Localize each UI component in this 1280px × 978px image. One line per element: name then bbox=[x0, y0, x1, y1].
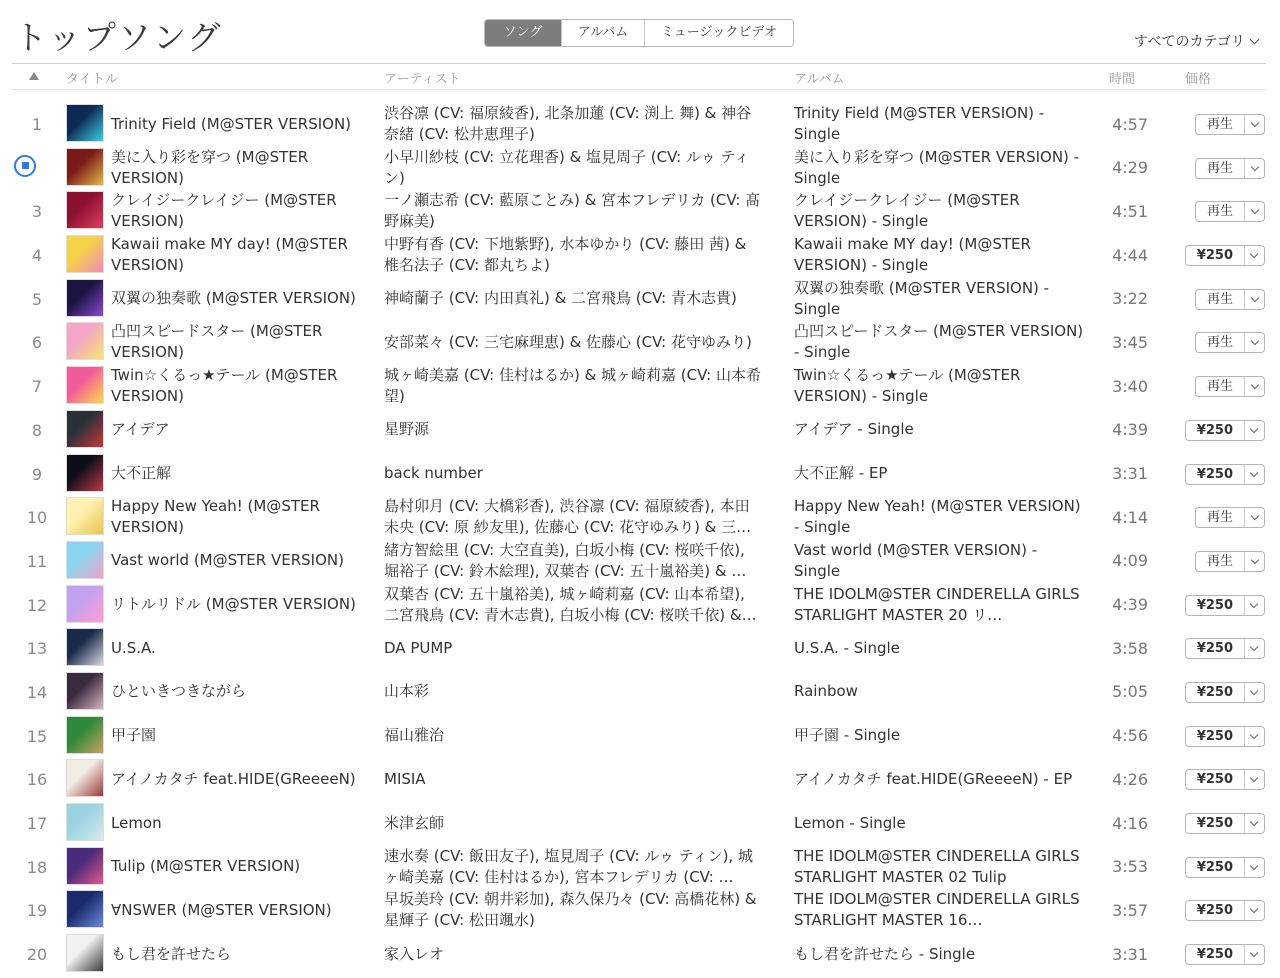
song-album[interactable]: Kawaii make MY day! (M@STER VERSION) - Single bbox=[794, 235, 1031, 275]
song-rank: 16 bbox=[26, 770, 48, 790]
chevron-down-icon bbox=[1250, 294, 1258, 302]
album-artwork[interactable] bbox=[66, 847, 104, 885]
options-dropdown[interactable] bbox=[1244, 159, 1264, 178]
song-album[interactable]: アイデア - Single bbox=[794, 420, 914, 439]
song-row[interactable] bbox=[0, 714, 1280, 758]
title-divider bbox=[12, 63, 1266, 64]
song-artist[interactable]: 渋谷凛 (CV: 福原綾香), 北条加蓮 (CV: 渕上 舞) & 神谷奈緒 (CV: 松井恵理子) bbox=[384, 104, 752, 143]
song-album[interactable]: アイノカタチ feat.HIDE(GReeeeN) - EP bbox=[794, 769, 1073, 788]
button-label: 再生 bbox=[1207, 335, 1234, 351]
song-duration: 4:39 bbox=[1112, 420, 1148, 440]
song-row[interactable] bbox=[0, 233, 1280, 277]
song-row[interactable] bbox=[0, 320, 1280, 364]
song-artist[interactable]: 速水奏 (CV: 飯田友子), 塩見周子 (CV: ルゥ ティン), 城ヶ崎美嘉 (CV: 佳村はるか), 宮本フレデリカ (CV: … bbox=[384, 846, 753, 886]
chevron-down-icon bbox=[1250, 818, 1258, 826]
song-album[interactable]: Trinity Field (M@STER VERSION) - Single bbox=[794, 104, 1045, 143]
column-header-price[interactable]: 価格 bbox=[1185, 72, 1212, 87]
options-dropdown[interactable] bbox=[1244, 421, 1264, 440]
options-dropdown[interactable] bbox=[1244, 858, 1264, 877]
chevron-down-icon bbox=[1250, 774, 1258, 782]
chevron-down-icon bbox=[1250, 861, 1258, 869]
song-row[interactable] bbox=[0, 670, 1280, 714]
play-button[interactable] bbox=[1195, 158, 1265, 179]
song-row[interactable] bbox=[0, 364, 1280, 408]
play-button[interactable] bbox=[1195, 114, 1265, 135]
view-segmented-control bbox=[484, 19, 794, 47]
song-artist[interactable]: 城ヶ崎美嘉 (CV: 佳村はるか) & 城ヶ崎莉嘉 (CV: 山本希望) bbox=[384, 366, 761, 406]
song-rank: 10 bbox=[26, 508, 48, 528]
buy-button[interactable] bbox=[1185, 638, 1265, 659]
chevron-down-icon bbox=[1250, 730, 1258, 738]
song-album[interactable]: Vast world (M@STER VERSION) - Single bbox=[794, 540, 1038, 580]
song-rank: 3 bbox=[31, 202, 43, 222]
song-artist[interactable]: 山本彩 bbox=[384, 682, 430, 701]
options-dropdown[interactable] bbox=[1244, 814, 1264, 833]
buy-button[interactable] bbox=[1185, 857, 1265, 878]
album-artwork[interactable] bbox=[66, 148, 104, 186]
options-dropdown[interactable] bbox=[1244, 508, 1264, 527]
song-album[interactable]: Happy New Yeah! (M@STER VERSION) - Single bbox=[794, 497, 1081, 537]
song-title[interactable]: もし君を許せたら bbox=[111, 944, 232, 963]
song-title[interactable]: ∀NSWER (M@STER VERSION) bbox=[111, 900, 332, 919]
button-label: 再生 bbox=[1207, 553, 1234, 569]
song-duration: 3:22 bbox=[1112, 289, 1148, 309]
sort-ascending-icon[interactable] bbox=[29, 72, 39, 80]
button-label: 再生 bbox=[1207, 160, 1234, 176]
chevron-down-icon bbox=[1250, 687, 1258, 695]
song-artist[interactable]: 島村卯月 (CV: 大橋彩香), 渋谷凛 (CV: 福原綾香), 本田未央 (CV: 原 紗友里), 佐藤心 (CV: 花守ゆみり) & 三… bbox=[384, 497, 752, 537]
song-album[interactable]: 大不正解 - EP bbox=[794, 464, 888, 482]
options-dropdown[interactable] bbox=[1244, 290, 1264, 309]
buy-button[interactable] bbox=[1185, 464, 1265, 485]
song-title[interactable]: U.S.A. bbox=[111, 638, 156, 657]
song-row[interactable] bbox=[0, 408, 1280, 452]
category-label: すべてのカテゴリ bbox=[1133, 34, 1245, 50]
song-album[interactable]: THE IDOLM@STER CINDERELLA GIRLS STARLIGHT MASTER 02 Tulip bbox=[794, 846, 1080, 886]
song-duration: 4:14 bbox=[1112, 507, 1148, 527]
chevron-down-icon bbox=[1250, 206, 1258, 214]
song-duration: 4:51 bbox=[1112, 201, 1148, 221]
album-artwork[interactable] bbox=[66, 628, 104, 666]
options-dropdown[interactable] bbox=[1244, 596, 1264, 615]
header-divider bbox=[12, 89, 1266, 90]
chevron-down-icon bbox=[1250, 949, 1258, 957]
song-rank: 11 bbox=[26, 551, 48, 571]
album-artwork[interactable] bbox=[66, 410, 104, 448]
song-row[interactable] bbox=[0, 102, 1280, 146]
song-row[interactable] bbox=[0, 495, 1280, 539]
song-list bbox=[0, 102, 1280, 976]
options-dropdown[interactable] bbox=[1244, 115, 1264, 134]
chevron-down-icon bbox=[1250, 468, 1258, 476]
song-title[interactable]: 美に入り彩を穿つ (M@STER VERSION) bbox=[111, 147, 309, 187]
play-button[interactable] bbox=[1195, 201, 1265, 222]
song-duration: 3:53 bbox=[1112, 857, 1148, 877]
song-rank: 14 bbox=[26, 682, 48, 702]
song-title[interactable]: Vast world (M@STER VERSION) bbox=[111, 551, 344, 570]
song-title[interactable]: アイデア bbox=[111, 420, 170, 439]
chevron-down-icon bbox=[1250, 119, 1258, 127]
options-dropdown[interactable] bbox=[1244, 246, 1264, 265]
song-title[interactable]: 甲子園 bbox=[111, 726, 157, 745]
song-album[interactable]: U.S.A. - Single bbox=[794, 638, 900, 657]
button-label: ¥250 bbox=[1196, 728, 1234, 744]
chevron-down-icon bbox=[1250, 250, 1258, 258]
album-artwork[interactable] bbox=[66, 497, 104, 535]
song-duration: 4:16 bbox=[1112, 813, 1148, 833]
options-dropdown[interactable] bbox=[1244, 945, 1264, 964]
chevron-down-icon bbox=[1250, 425, 1258, 433]
song-duration: 3:31 bbox=[1112, 944, 1148, 964]
song-artist[interactable]: 家入レオ bbox=[384, 944, 445, 963]
button-label: ¥250 bbox=[1196, 248, 1234, 264]
song-artist[interactable]: 福山雅治 bbox=[384, 726, 445, 745]
song-rank: 5 bbox=[31, 289, 43, 309]
song-row[interactable] bbox=[0, 626, 1280, 670]
options-dropdown[interactable] bbox=[1244, 202, 1264, 221]
album-artwork[interactable] bbox=[66, 934, 104, 972]
tab-songs[interactable]: ソング bbox=[485, 20, 561, 46]
table-header bbox=[0, 66, 1280, 88]
song-title[interactable]: Kawaii make MY day! (M@STER VERSION) bbox=[111, 235, 348, 275]
chevron-down-icon bbox=[1250, 381, 1258, 389]
song-album[interactable]: クレイジークレイジー (M@STER VERSION) - Single bbox=[794, 191, 1020, 231]
options-dropdown[interactable] bbox=[1244, 901, 1264, 920]
button-label: ¥250 bbox=[1196, 816, 1234, 831]
button-label: ¥250 bbox=[1196, 684, 1234, 700]
song-row[interactable] bbox=[0, 757, 1280, 801]
song-title[interactable]: Twin☆くるっ★テール (M@STER VERSION) bbox=[111, 366, 338, 406]
options-dropdown[interactable] bbox=[1244, 377, 1264, 396]
button-label: ¥250 bbox=[1196, 597, 1234, 613]
chevron-down-icon bbox=[1250, 599, 1258, 607]
tab-albums[interactable]: アルバム bbox=[561, 20, 644, 46]
album-artwork[interactable] bbox=[66, 322, 104, 360]
song-title[interactable]: 大不正解 bbox=[111, 464, 172, 482]
chevron-down-icon bbox=[1250, 35, 1260, 45]
song-title[interactable]: 凸凹スピードスター (M@STER VERSION) bbox=[111, 322, 323, 362]
song-album[interactable]: もし君を許せたら - Single bbox=[794, 944, 976, 963]
song-rank: 6 bbox=[31, 333, 43, 353]
options-dropdown[interactable] bbox=[1244, 465, 1264, 484]
options-dropdown[interactable] bbox=[1244, 333, 1264, 352]
buy-button[interactable] bbox=[1185, 595, 1265, 616]
song-duration: 3:45 bbox=[1112, 332, 1148, 352]
play-button[interactable] bbox=[1195, 376, 1265, 397]
song-duration: 4:09 bbox=[1112, 551, 1148, 571]
song-row[interactable] bbox=[0, 801, 1280, 845]
options-dropdown[interactable] bbox=[1244, 683, 1264, 702]
song-row[interactable] bbox=[0, 932, 1280, 976]
song-rank: 13 bbox=[26, 639, 48, 659]
song-artist[interactable]: 小早川紗枝 (CV: 立花理香) & 塩見周子 (CV: ルゥ ティン) bbox=[384, 147, 750, 187]
song-artist[interactable]: DA PUMP bbox=[384, 638, 453, 657]
buy-button[interactable] bbox=[1185, 944, 1265, 965]
button-label: 再生 bbox=[1207, 117, 1234, 132]
album-artwork[interactable] bbox=[66, 890, 104, 928]
song-artist[interactable]: 一ノ瀬志希 (CV: 藍原ことみ) & 宮本フレデリカ (CV: 髙野麻美) bbox=[384, 191, 761, 231]
song-duration: 4:56 bbox=[1112, 726, 1148, 746]
button-label: ¥250 bbox=[1196, 947, 1234, 963]
song-rank: 8 bbox=[31, 420, 43, 440]
song-duration: 4:44 bbox=[1112, 245, 1148, 265]
song-artist[interactable]: 双葉杏 (CV: 五十嵐裕美), 城ヶ崎莉嘉 (CV: 山本希望), 二宮飛鳥 (CV: 青木志貴), 白坂小梅 (CV: 桜咲千依) &… bbox=[384, 584, 757, 624]
song-rank: 4 bbox=[31, 246, 43, 266]
button-label: ¥250 bbox=[1196, 859, 1234, 875]
song-duration: 5:05 bbox=[1112, 682, 1148, 702]
button-label: 再生 bbox=[1207, 291, 1234, 307]
album-artwork[interactable] bbox=[66, 759, 104, 797]
category-dropdown[interactable] bbox=[1134, 31, 1258, 51]
tab-music-videos[interactable]: ミュージックビデオ bbox=[644, 20, 793, 46]
song-artist[interactable]: 神崎蘭子 (CV: 内田真礼) & 二宮飛鳥 (CV: 青木志貴) bbox=[384, 289, 737, 308]
song-artist[interactable]: 米津玄師 bbox=[384, 813, 445, 832]
song-rank: 7 bbox=[31, 377, 43, 397]
song-album[interactable]: 甲子園 - Single bbox=[794, 726, 901, 745]
song-title[interactable]: 双翼の独奏歌 (M@STER VERSION) bbox=[111, 289, 356, 308]
album-artwork[interactable] bbox=[66, 585, 104, 623]
buy-button[interactable] bbox=[1185, 900, 1265, 921]
page-title: トップソング bbox=[14, 18, 223, 57]
chevron-down-icon bbox=[1250, 643, 1258, 651]
button-label: 再生 bbox=[1207, 379, 1234, 395]
album-artwork[interactable] bbox=[66, 279, 104, 317]
song-artist[interactable]: 星野源 bbox=[384, 420, 430, 439]
now-playing-icon[interactable] bbox=[14, 155, 36, 177]
column-header-album[interactable]: アルバム bbox=[794, 72, 845, 87]
song-title[interactable]: Lemon bbox=[111, 813, 162, 832]
song-duration: 4:29 bbox=[1112, 158, 1148, 178]
options-dropdown[interactable] bbox=[1244, 770, 1264, 789]
song-artist[interactable]: MISIA bbox=[384, 769, 426, 788]
song-rank: 17 bbox=[26, 814, 48, 833]
song-duration: 4:57 bbox=[1112, 114, 1148, 134]
column-header-time[interactable]: 時間 bbox=[1109, 72, 1136, 87]
song-duration: 4:26 bbox=[1112, 769, 1148, 789]
song-duration: 3:58 bbox=[1112, 638, 1148, 658]
song-row[interactable] bbox=[0, 845, 1280, 889]
button-label: ¥250 bbox=[1196, 422, 1234, 438]
options-dropdown[interactable] bbox=[1244, 727, 1264, 746]
album-artwork[interactable] bbox=[66, 672, 104, 710]
song-rank: 12 bbox=[26, 595, 48, 615]
buy-button[interactable] bbox=[1185, 420, 1265, 441]
song-album[interactable]: Twin☆くるっ★テール (M@STER VERSION) - Single bbox=[794, 366, 1021, 406]
song-title[interactable]: Happy New Yeah! (M@STER VERSION) bbox=[111, 497, 320, 537]
song-row[interactable] bbox=[0, 452, 1280, 496]
song-album[interactable]: THE IDOLM@STER CINDERELLA GIRLS STARLIGHT MASTER 16… bbox=[794, 890, 1080, 930]
song-title[interactable]: ひといきつきながら bbox=[111, 682, 247, 701]
song-rank: 15 bbox=[26, 726, 48, 746]
chevron-down-icon bbox=[1250, 162, 1258, 170]
chevron-down-icon bbox=[1250, 905, 1258, 913]
chevron-down-icon bbox=[1250, 512, 1258, 520]
song-album[interactable]: 凸凹スピードスター (M@STER VERSION) - Single bbox=[794, 322, 1084, 362]
song-artist[interactable]: 中野有香 (CV: 下地紫野), 水本ゆかり (CV: 藤田 茜) & 椎名法子 (CV: 都丸ちよ) bbox=[384, 235, 747, 275]
song-title[interactable]: リトルリドル (M@STER VERSION) bbox=[111, 595, 356, 614]
album-artwork[interactable] bbox=[66, 191, 104, 229]
song-album[interactable]: 美に入り彩を穿つ (M@STER VERSION) - Single bbox=[794, 147, 1080, 187]
buy-button[interactable] bbox=[1185, 769, 1265, 790]
column-header-title[interactable]: タイトル bbox=[66, 72, 118, 87]
play-button[interactable] bbox=[1195, 507, 1265, 528]
song-row[interactable] bbox=[0, 539, 1280, 583]
song-rank: 19 bbox=[26, 901, 48, 921]
chevron-down-icon bbox=[1250, 337, 1258, 345]
song-artist[interactable]: 早坂美玲 (CV: 朝井彩加), 森久保乃々 (CV: 高橋花林) & 星輝子 (CV: 松田颯水) bbox=[384, 890, 757, 930]
song-title[interactable]: Tulip (M@STER VERSION) bbox=[111, 857, 301, 876]
buy-button[interactable] bbox=[1185, 726, 1265, 747]
song-duration: 3:57 bbox=[1112, 900, 1148, 920]
play-button[interactable] bbox=[1195, 332, 1265, 353]
song-row[interactable] bbox=[0, 146, 1280, 190]
song-duration: 3:31 bbox=[1112, 464, 1148, 483]
button-label: ¥250 bbox=[1196, 772, 1234, 788]
options-dropdown[interactable] bbox=[1244, 639, 1264, 658]
song-title[interactable]: アイノカタチ feat.HIDE(GReeeeN) bbox=[111, 769, 356, 788]
buy-button[interactable] bbox=[1185, 813, 1265, 834]
song-title[interactable]: Trinity Field (M@STER VERSION) bbox=[111, 114, 352, 133]
song-duration: 3:40 bbox=[1112, 376, 1148, 396]
song-row[interactable] bbox=[0, 888, 1280, 932]
album-artwork[interactable] bbox=[66, 366, 104, 404]
song-rank: 9 bbox=[31, 464, 43, 484]
song-rank: 1 bbox=[31, 115, 43, 134]
button-label: ¥250 bbox=[1196, 903, 1234, 919]
song-album[interactable]: Lemon - Single bbox=[794, 813, 906, 832]
column-header-artist[interactable]: アーティスト bbox=[384, 72, 461, 87]
song-rank: 20 bbox=[26, 945, 48, 965]
song-title[interactable]: クレイジークレイジー (M@STER VERSION) bbox=[111, 191, 337, 231]
song-artist[interactable]: 安部菜々 (CV: 三宅麻理恵) & 佐藤心 (CV: 花守ゆみり) bbox=[384, 332, 752, 351]
song-artist[interactable]: back number bbox=[384, 464, 483, 482]
song-row[interactable] bbox=[0, 277, 1280, 321]
song-row[interactable] bbox=[0, 189, 1280, 233]
song-row[interactable] bbox=[0, 583, 1280, 627]
song-album[interactable]: THE IDOLM@STER CINDERELLA GIRLS STARLIGHT MASTER 20 リ… bbox=[794, 584, 1080, 624]
play-button[interactable] bbox=[1195, 551, 1265, 572]
button-label: ¥250 bbox=[1196, 466, 1234, 482]
options-dropdown[interactable] bbox=[1244, 552, 1264, 571]
album-artwork[interactable] bbox=[66, 716, 104, 754]
buy-button[interactable] bbox=[1185, 682, 1265, 703]
button-label: 再生 bbox=[1207, 204, 1234, 220]
button-label: ¥250 bbox=[1196, 641, 1234, 657]
song-duration: 4:39 bbox=[1112, 595, 1148, 615]
album-artwork[interactable] bbox=[66, 104, 104, 142]
song-artist[interactable]: 緒方智絵里 (CV: 大空直美), 白坂小梅 (CV: 桜咲千依), 堀裕子 (CV: 鈴木絵理), 双葉杏 (CV: 五十嵐裕美) & … bbox=[384, 540, 747, 580]
play-button[interactable] bbox=[1195, 289, 1265, 310]
chevron-down-icon bbox=[1250, 556, 1258, 564]
song-album[interactable]: Rainbow bbox=[794, 682, 858, 701]
album-artwork[interactable] bbox=[66, 803, 104, 841]
song-rank: 18 bbox=[26, 857, 48, 877]
album-artwork[interactable] bbox=[66, 454, 104, 492]
album-artwork[interactable] bbox=[66, 235, 104, 273]
song-album[interactable]: 双翼の独奏歌 (M@STER VERSION) - Single bbox=[794, 278, 1050, 318]
buy-button[interactable] bbox=[1185, 245, 1265, 266]
button-label: 再生 bbox=[1207, 510, 1234, 526]
album-artwork[interactable] bbox=[66, 541, 104, 579]
